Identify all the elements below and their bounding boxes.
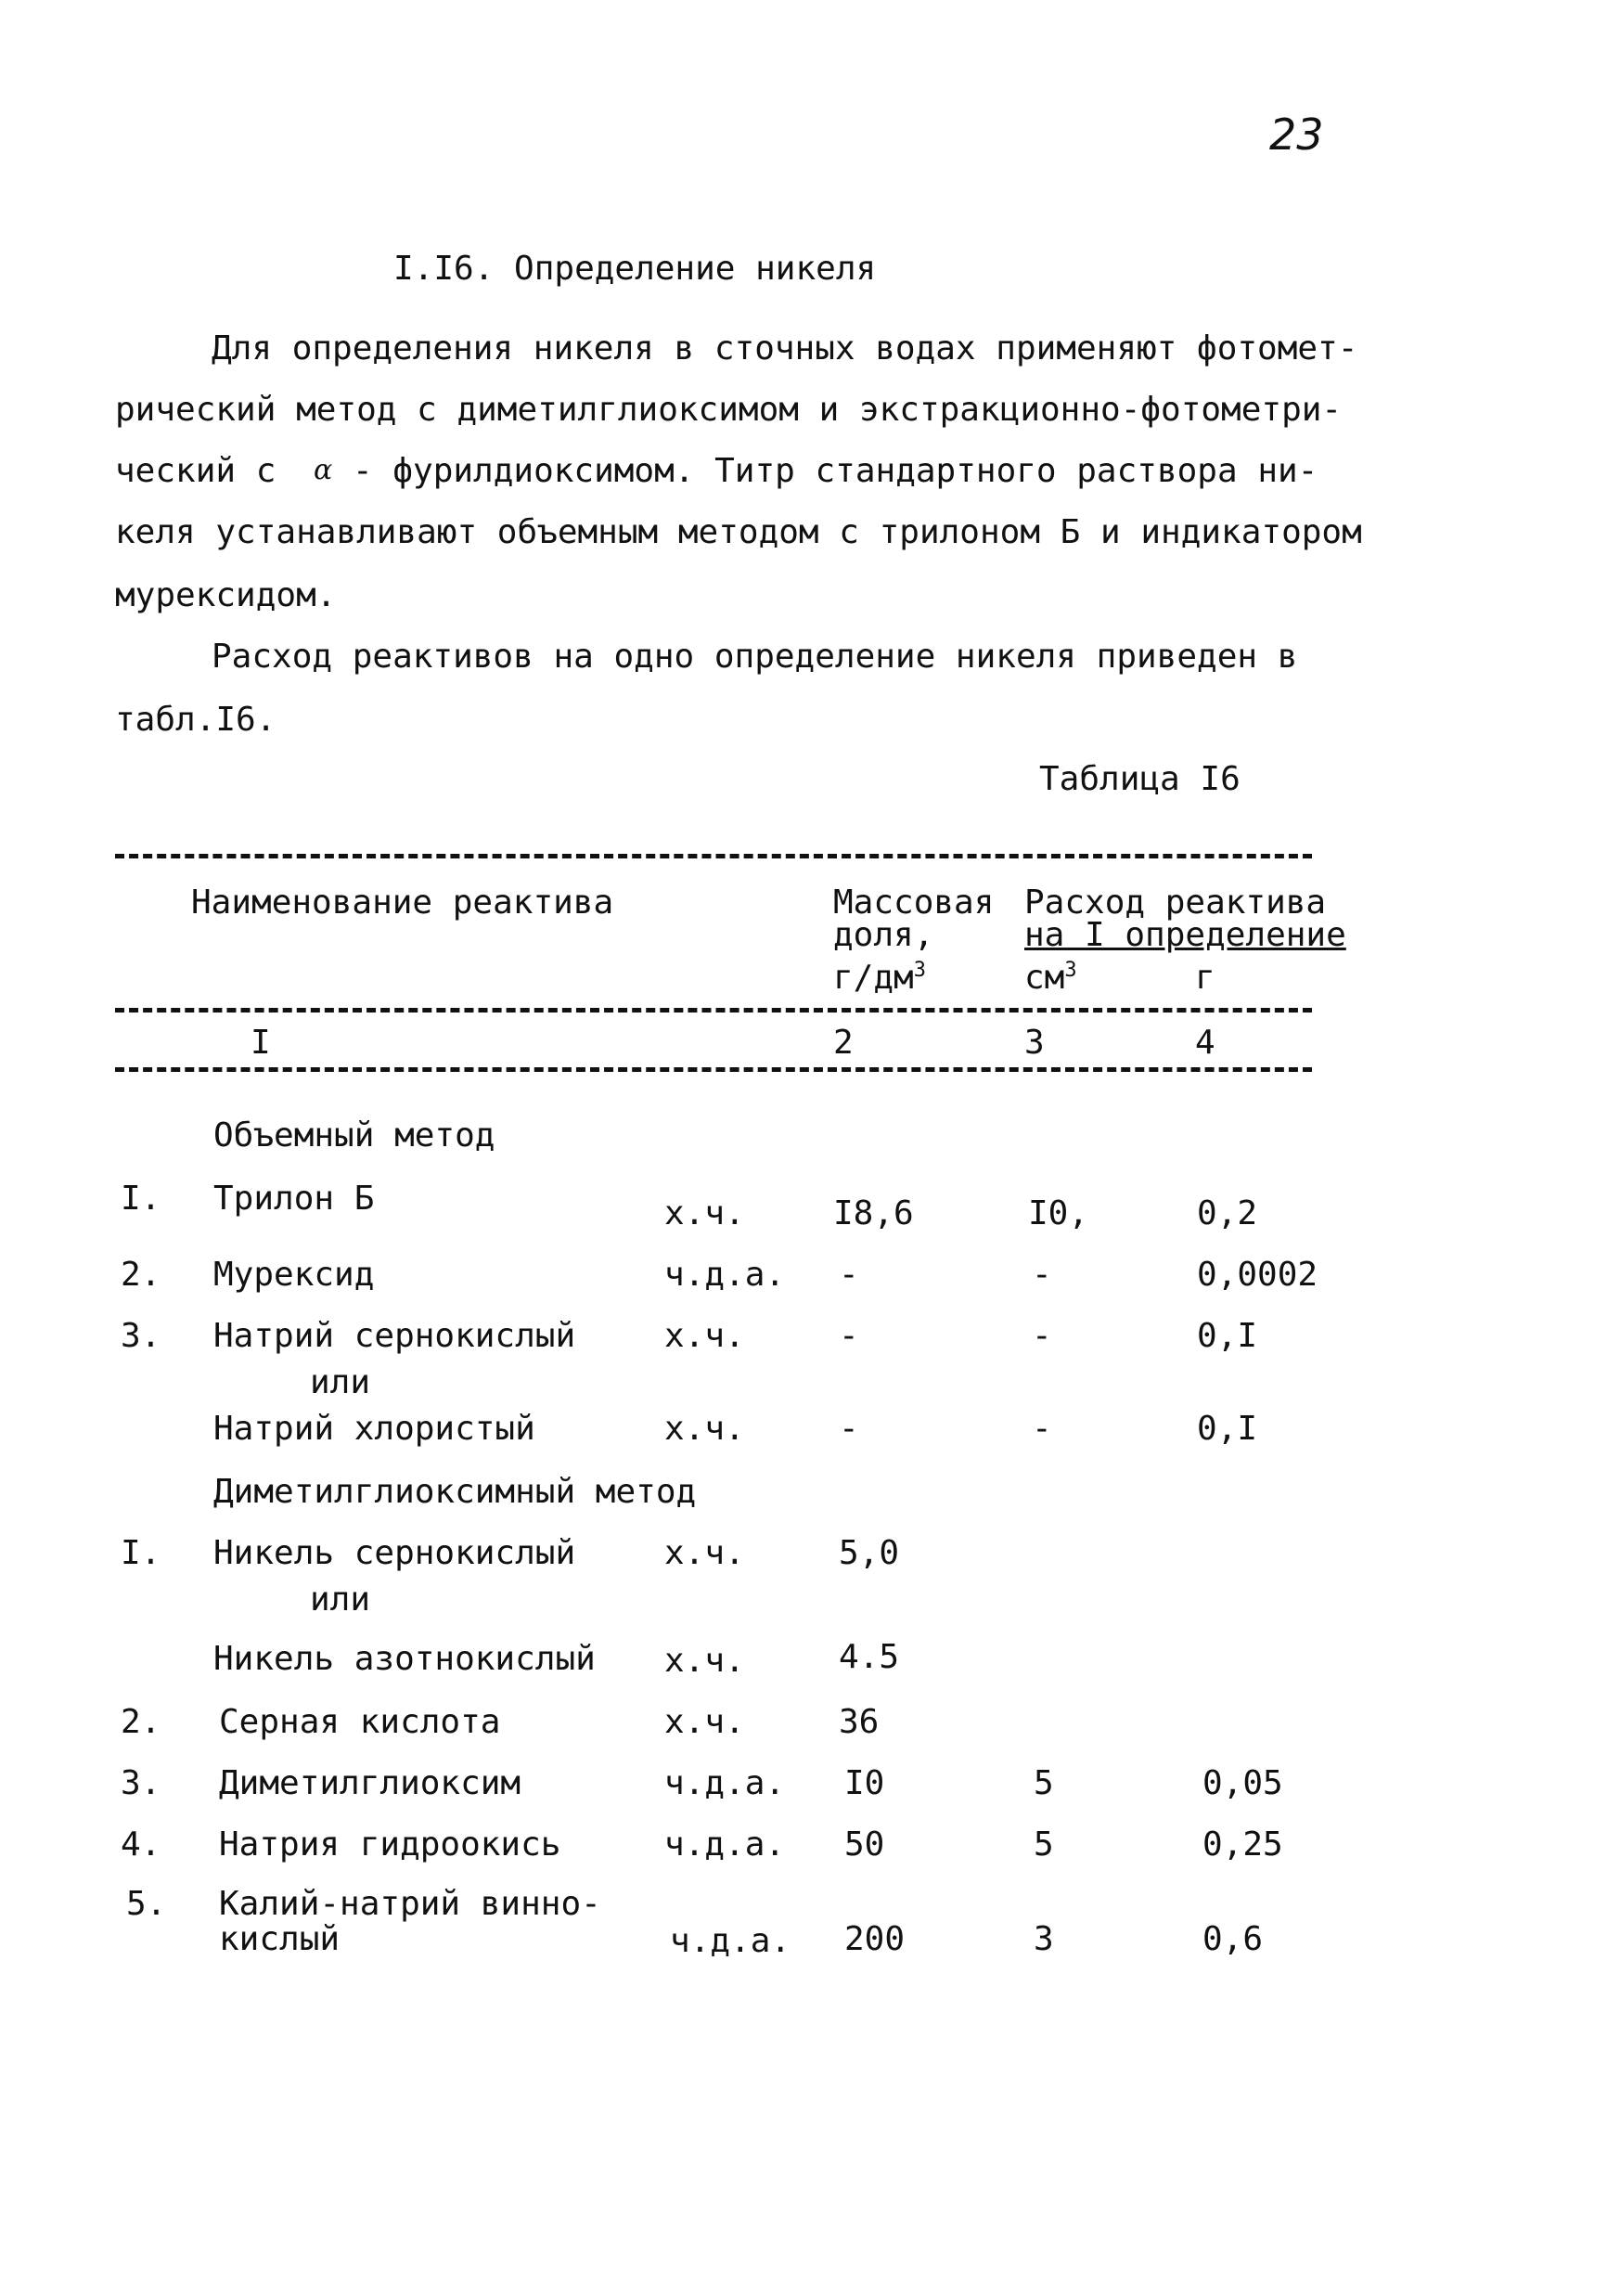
mass-value: - (839, 1317, 859, 1355)
g-value: 0,2 (1197, 1194, 1258, 1232)
header-consumption: Расход реактива (1024, 884, 1327, 922)
paragraph-line: мурексидом. (115, 576, 337, 614)
mass-value: 36 (839, 1703, 880, 1741)
reagent-grade: х.ч. (664, 1534, 745, 1572)
reagent-name: Натрий сернокислый (213, 1317, 576, 1355)
or-label: или (310, 1580, 371, 1619)
reagent-name: кислый (219, 1920, 341, 1958)
header-unit-g: г (1195, 959, 1215, 997)
header-unit-cm: $см^3$ (1024, 959, 1077, 997)
reagent-grade: х.ч. (664, 1642, 745, 1680)
or-label: или (310, 1363, 371, 1401)
g-value: 0,6 (1202, 1920, 1264, 1958)
row-number: 3. (121, 1764, 161, 1802)
reagent-name: Никель азотнокислый (213, 1640, 596, 1678)
paragraph-line: табл.I6. (115, 701, 276, 739)
table-rule-numbers (115, 1067, 1312, 1072)
reagent-name: Калий-натрий винно- (219, 1885, 601, 1923)
table-caption: Таблица I6 (1039, 760, 1241, 798)
row-number: 2. (121, 1256, 161, 1294)
row-number: 2. (121, 1703, 161, 1741)
mass-value: 200 (844, 1920, 906, 1958)
cm3-value: 5 (1034, 1825, 1054, 1864)
reagent-grade: х.ч. (664, 1410, 745, 1448)
row-number: I. (121, 1534, 161, 1572)
paragraph-line: Расход реактивов на одно определение никеля приведен в (212, 638, 1298, 676)
row-number: I. (121, 1180, 161, 1218)
reagent-grade: ч.д.а. (664, 1256, 786, 1294)
group-title: Диметилглиоксимный метод (213, 1473, 697, 1511)
group-title: Объемный метод (213, 1116, 495, 1154)
mass-value: 5,0 (839, 1534, 900, 1572)
section-title: I.I6. Определение никеля (393, 250, 877, 288)
header-name: Наименование реактива (191, 884, 614, 922)
paragraph-line: Для определения никеля в сточных водах применяют фотомет- (212, 329, 1358, 368)
column-number: 3 (1024, 1024, 1045, 1062)
g-value: 0,0002 (1197, 1256, 1318, 1294)
header-mass: доля, (833, 916, 934, 954)
g-value: 0,25 (1202, 1825, 1283, 1864)
paragraph-line: ческий с (115, 452, 276, 490)
column-number: I (251, 1024, 271, 1062)
paragraph-line: - фурилдиоксимом. Титр стандартного раствора ни- (353, 452, 1318, 490)
cm3-value: - (1032, 1256, 1052, 1294)
row-number: 5. (126, 1885, 167, 1923)
mass-value: 50 (844, 1825, 885, 1864)
g-value: 0,I (1197, 1410, 1258, 1448)
row-number: 4. (121, 1825, 161, 1864)
reagent-grade: ч.д.а. (664, 1764, 786, 1802)
mass-value: - (839, 1256, 859, 1294)
cm3-value: 5 (1034, 1764, 1054, 1802)
reagent-name: Мурексид (213, 1256, 375, 1294)
cm3-value: - (1032, 1317, 1052, 1355)
mass-value: I8,6 (833, 1194, 914, 1232)
cm3-value: I0, (1028, 1194, 1089, 1232)
mass-value: I0 (844, 1764, 885, 1802)
reagent-grade: ч.д.а. (670, 1922, 791, 1960)
reagent-name: Никель сернокислый (213, 1534, 576, 1572)
mass-value: - (839, 1410, 859, 1448)
column-number: 4 (1195, 1024, 1215, 1062)
g-value: 0,05 (1202, 1764, 1283, 1802)
alpha-symbol: α (314, 454, 333, 486)
paragraph-line: келя устанавливают объемным методом с трилоном Б и индикатором (115, 513, 1362, 551)
header-mass: Массовая (833, 884, 995, 922)
header-consumption: на I определение (1024, 916, 1346, 954)
row-number: 3. (121, 1317, 161, 1355)
reagent-name: Диметилглиоксим (219, 1764, 521, 1802)
column-number: 2 (833, 1024, 854, 1062)
reagent-name: Натрия гидроокись (219, 1825, 561, 1864)
reagent-name: Серная кислота (219, 1703, 501, 1741)
table-rule-header (115, 1008, 1312, 1013)
cm3-value: - (1032, 1410, 1052, 1448)
reagent-name: Натрий хлористый (213, 1410, 535, 1448)
mass-value: 4.5 (839, 1638, 900, 1676)
reagent-grade: х.ч. (664, 1317, 745, 1355)
page-number: 23 (1269, 110, 1324, 160)
reagent-name: Трилон Б (213, 1180, 375, 1218)
cm3-value: 3 (1034, 1920, 1054, 1958)
reagent-grade: ч.д.а. (664, 1825, 786, 1864)
header-mass-unit: $г/дм^3$ (833, 959, 926, 997)
paragraph-line: рический метод с диметилглиоксимом и экстракционно-фотометри- (115, 391, 1343, 429)
g-value: 0,I (1197, 1317, 1258, 1355)
table-rule-top (115, 854, 1312, 858)
reagent-grade: х.ч. (664, 1194, 745, 1232)
reagent-grade: х.ч. (664, 1703, 745, 1741)
